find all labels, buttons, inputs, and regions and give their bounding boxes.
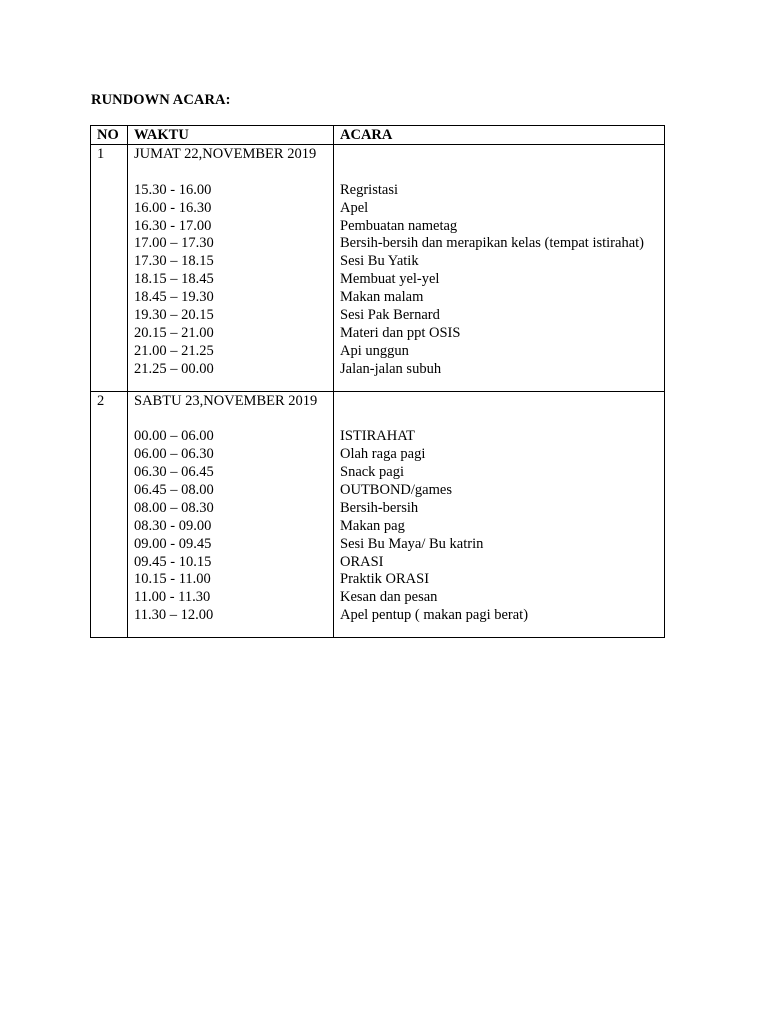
time-slot: 06.45 – 08.00	[134, 482, 214, 499]
time-slot: 17.30 – 18.15	[134, 253, 214, 270]
event-item: ISTIRAHAT	[340, 428, 415, 445]
acara-cell	[334, 145, 665, 392]
time-slot: 18.15 – 18.45	[134, 271, 214, 288]
time-slot: 15.30 - 16.00	[134, 181, 212, 198]
waktu-cell	[128, 391, 334, 638]
event-item: Bersih-bersih dan merapikan kelas (tempat istirahat)	[340, 235, 644, 252]
time-slot: 21.00 – 21.25	[134, 342, 214, 359]
event-item: Sesi Bu Maya/ Bu katrin	[340, 535, 484, 552]
event-item: Materi dan ppt OSIS	[340, 324, 461, 341]
event-item: Bersih-bersih	[340, 499, 419, 516]
header-row	[91, 126, 665, 145]
day-date: JUMAT 22,NOVEMBER 2019	[134, 146, 317, 162]
event-item: Api unggun	[340, 342, 409, 359]
header-waktu: WAKTU	[128, 126, 334, 145]
day-number-text: 2	[97, 392, 105, 409]
time-slot: 00.00 – 06.00	[134, 428, 214, 445]
waktu-cell	[128, 145, 334, 392]
acara-cell	[334, 391, 665, 638]
time-slot: 06.00 – 06.30	[134, 446, 214, 463]
time-slot: 09.00 - 09.45	[134, 535, 212, 552]
page-title: RUNDOWN ACARA:	[91, 92, 231, 108]
event-item: Olah raga pagi	[340, 446, 426, 463]
header-acara: ACARA	[334, 126, 665, 145]
event-item: Regristasi	[340, 181, 398, 198]
day-row	[91, 391, 665, 638]
event-item: ORASI	[340, 553, 384, 570]
time-slot: 10.15 - 11.00	[134, 571, 211, 588]
header-no: NO	[91, 126, 128, 145]
event-item: Makan pag	[340, 517, 405, 534]
time-slot: 11.30 – 12.00	[134, 607, 214, 624]
time-slot: 18.45 – 19.30	[134, 289, 214, 306]
time-slot: 19.30 – 20.15	[134, 307, 214, 324]
time-slot: 17.00 – 17.30	[134, 235, 214, 252]
event-item: Kesan dan pesan	[340, 589, 438, 606]
time-slot: 09.45 - 10.15	[134, 553, 212, 570]
event-item: OUTBOND/games	[340, 482, 452, 499]
day-number	[91, 145, 128, 392]
event-item: Makan malam	[340, 289, 424, 306]
day-number	[91, 391, 128, 638]
rundown-body	[91, 145, 665, 638]
event-item: Sesi Pak Bernard	[340, 307, 440, 324]
time-slot: 06.30 – 06.45	[134, 464, 214, 481]
event-item: Sesi Bu Yatik	[340, 253, 419, 270]
event-item: Pembuatan nametag	[340, 217, 458, 234]
time-slot: 08.00 – 08.30	[134, 499, 214, 516]
event-item: Apel pentup ( makan pagi berat)	[340, 607, 529, 624]
time-slot: 11.00 - 11.30	[134, 589, 211, 606]
event-item: Jalan-jalan subuh	[340, 360, 442, 377]
time-slot: 16.00 - 16.30	[134, 199, 212, 216]
event-item: Membuat yel-yel	[340, 271, 440, 288]
time-slot: 16.30 - 17.00	[134, 217, 212, 234]
rundown-table	[90, 125, 665, 638]
time-slot: 08.30 - 09.00	[134, 517, 212, 534]
day-row	[91, 145, 665, 392]
time-slot: 20.15 – 21.00	[134, 324, 214, 341]
time-slot: 21.25 – 00.00	[134, 360, 214, 377]
day-number-text: 1	[97, 146, 105, 162]
event-item: Praktik ORASI	[340, 571, 430, 588]
event-item: Apel	[340, 199, 369, 216]
day-date: SABTU 23,NOVEMBER 2019	[134, 392, 318, 409]
event-item: Snack pagi	[340, 464, 405, 481]
